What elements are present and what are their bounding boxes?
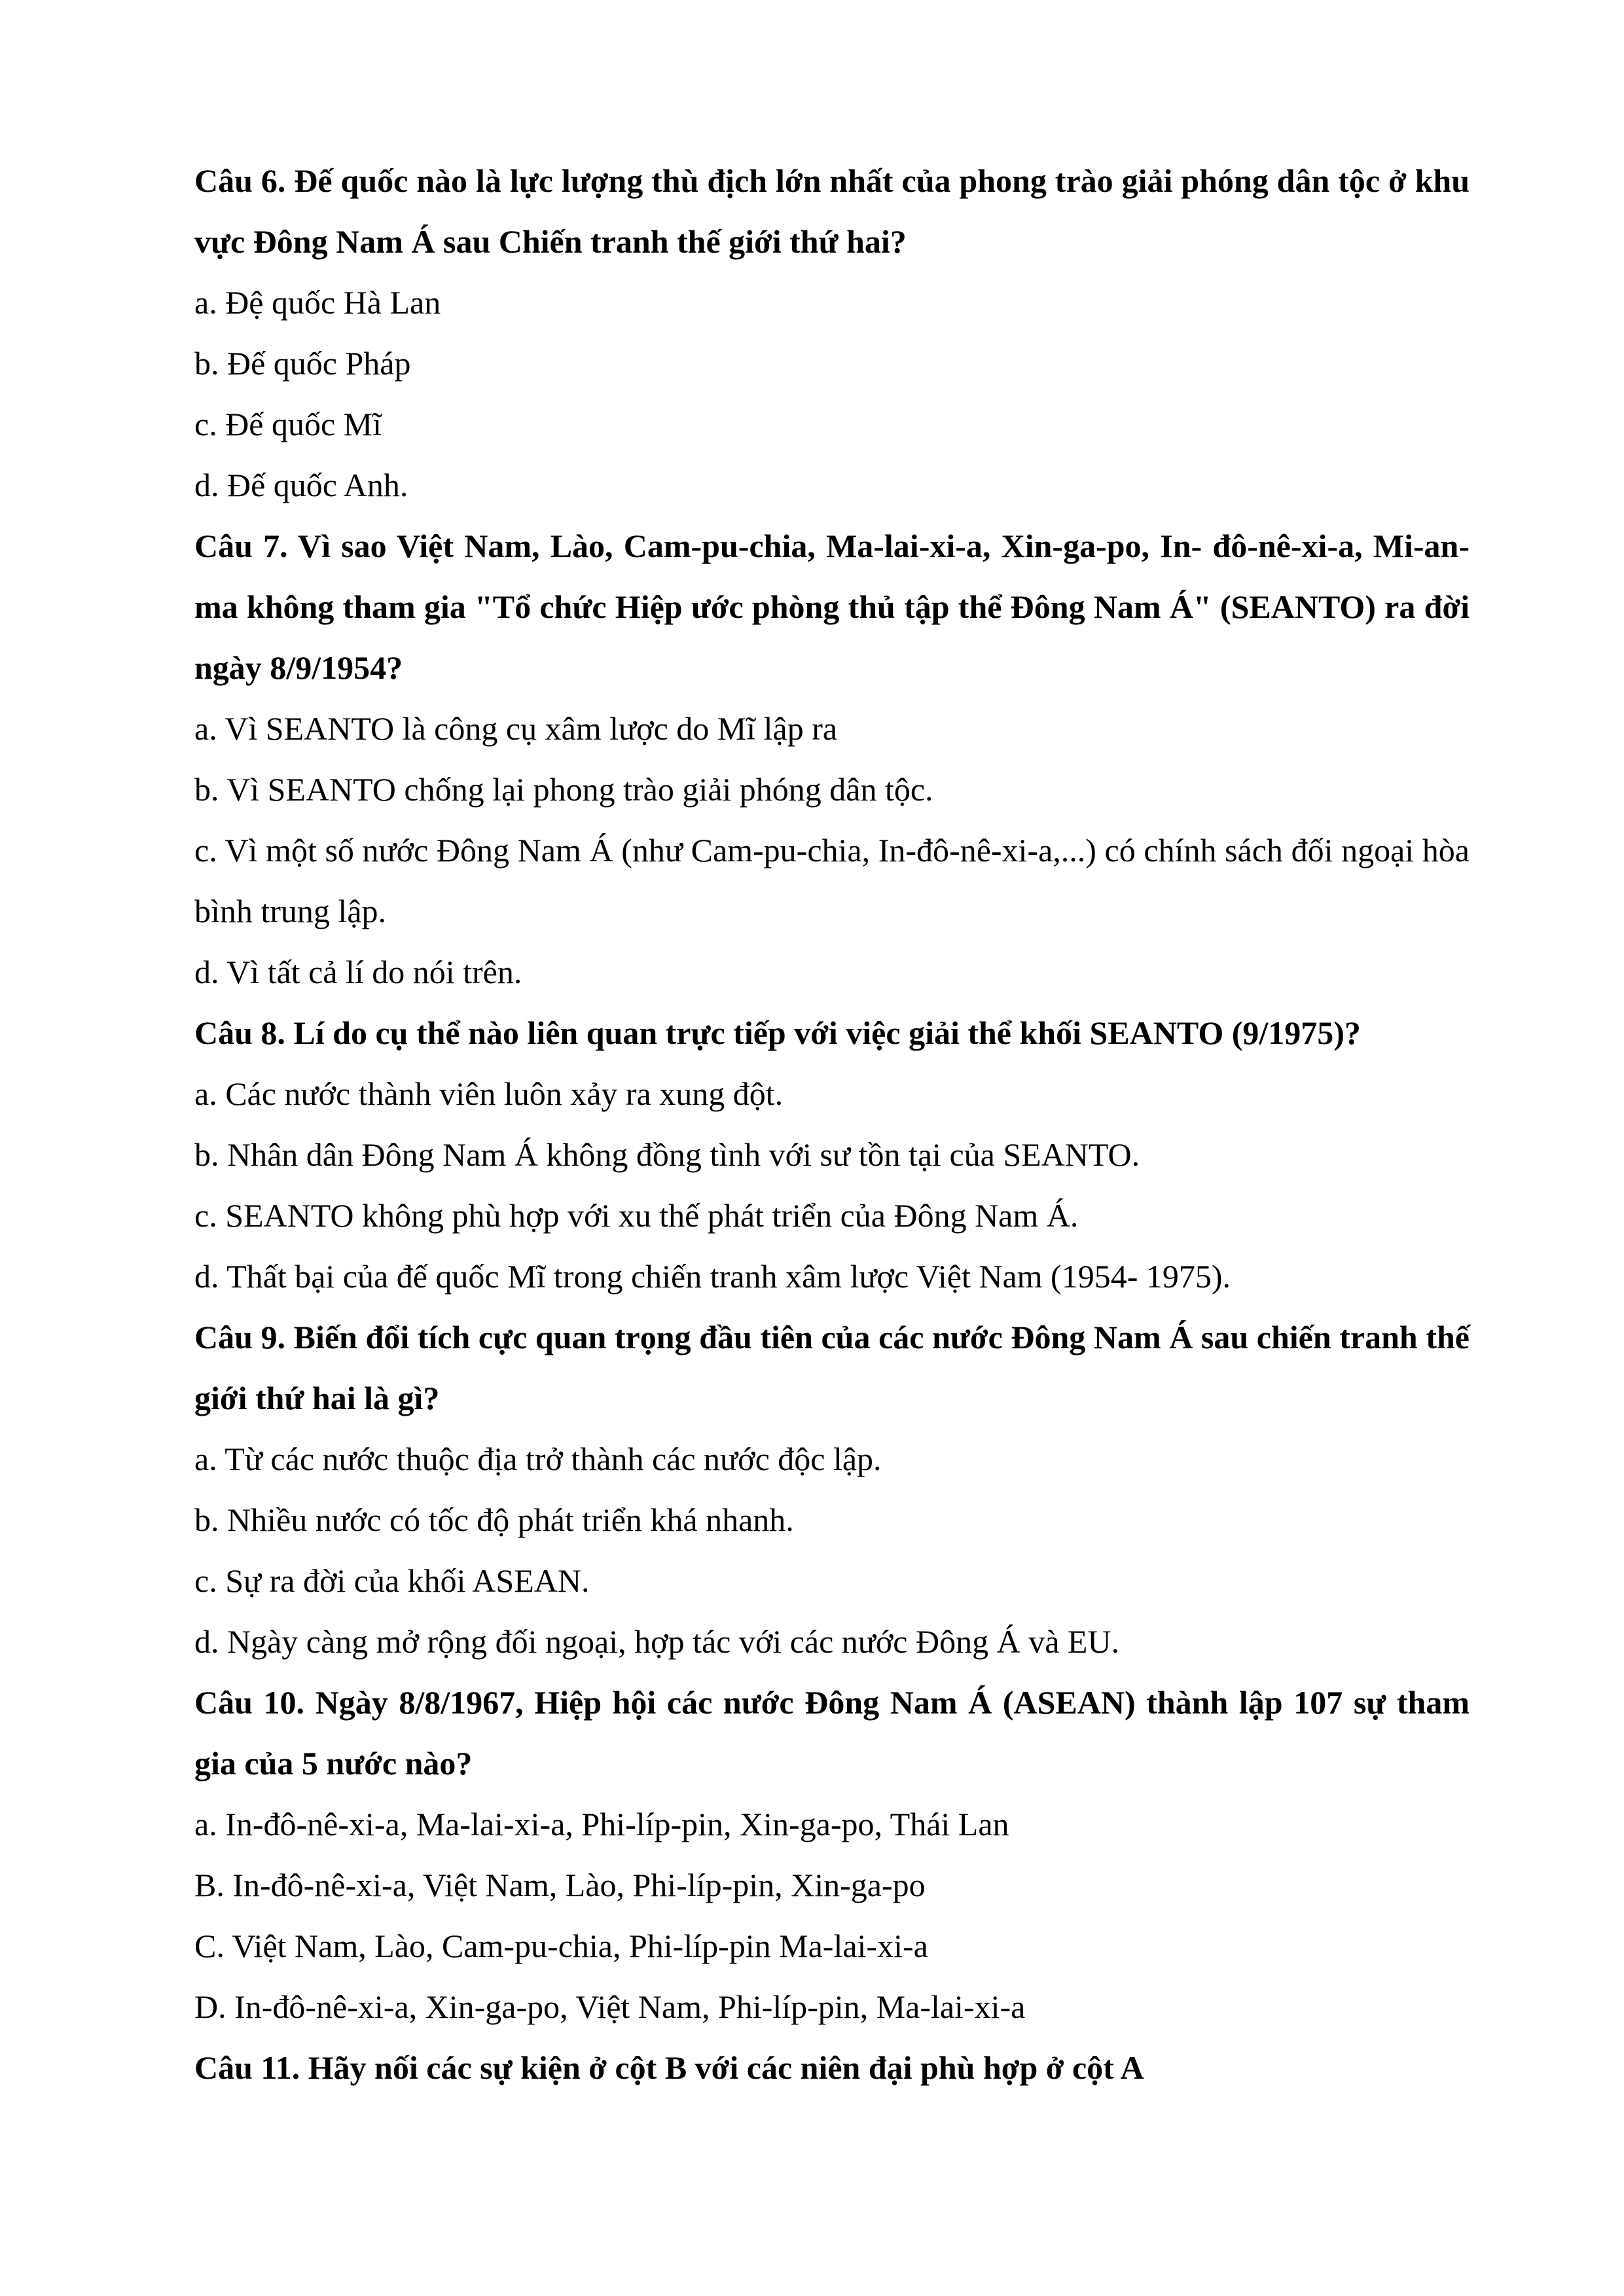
answer-option: a. Đệ quốc Hà Lan [194,284,441,321]
answer-option: c. Đế quốc Mĩ [194,406,382,442]
question-10: Câu 10. Ngày 8/8/1967, Hiệp hội các nước Đông Nam Á (ASEAN) thành lập 107 sự tham gia của 5 nước nào? [194,1684,1470,1782]
answer-option: d. Ngày càng mở rộng đối ngoại, hợp tác với các nước Đông Á và EU. [194,1623,1120,1660]
answer-option: a. Các nước thành viên luôn xảy ra xung đột. [194,1075,784,1112]
question-block-7 [194,516,1470,1003]
answer-option: C. Việt Nam, Lào, Cam-pu-chia, Phi-líp-pin Ma-lai-xi-a [194,1928,928,1964]
question-block-8 [194,1003,1470,1307]
answer-option: b. Nhân dân Đông Nam Á không đồng tình với sư tồn tại của SEANTO. [194,1136,1140,1173]
answer-option: a. In-đô-nê-xi-a, Ma-lai-xi-a, Phi-líp-pin, Xin-ga-po, Thái Lan [194,1806,1009,1842]
answer-option: B. In-đô-nê-xi-a, Việt Nam, Lào, Phi-líp-pin, Xin-ga-po [194,1867,926,1903]
answer-option: c. Sự ra đời của khối ASEAN. [194,1562,590,1599]
question-9: Câu 9. Biến đổi tích cực quan trọng đầu tiên của các nước Đông Nam Á sau chiến tranh thế giới thứ hai là gì? [194,1319,1470,1416]
answer-option: d. Đế quốc Anh. [194,467,408,503]
answer-option: d. Vì tất cả lí do nói trên. [194,954,522,990]
question-8: Câu 8. Lí do cụ thể nào liên quan trực tiếp với việc giải thể khối SEANTO (9/1975)? [194,1014,1361,1051]
document-page [194,151,1470,2098]
answer-option: a. Vì SEANTO là công cụ xâm lược do Mĩ lập ra [194,710,838,747]
question-block-6 [194,151,1470,516]
answer-option: c. SEANTO không phù hợp với xu thế phát triển của Đông Nam Á. [194,1197,1079,1234]
answer-option: a. Từ các nước thuộc địa trở thành các nước độc lập. [194,1441,882,1477]
question-block-9 [194,1307,1470,1672]
question-block-10 [194,1672,1470,2037]
answer-option: b. Vì SEANTO chống lại phong trào giải phóng dân tộc. [194,771,933,808]
question-6: Câu 6. Đế quốc nào là lực lượng thù địch lớn nhất của phong trào giải phóng dân tộc ở khu vực Đông Nam Á sau Chiến tranh thế giới thứ hai? [194,162,1470,260]
answer-option: D. In-đô-nê-xi-a, Xin-ga-po, Việt Nam, Phi-líp-pin, Ma-lai-xi-a [194,1988,1026,2025]
answer-option: d. Thất bại của đế quốc Mĩ trong chiến tranh xâm lược Việt Nam (1954- 1975). [194,1258,1231,1295]
question-block-11 [194,2037,1470,2098]
answer-option: b. Đế quốc Pháp [194,345,411,382]
answer-option: c. Vì một số nước Đông Nam Á (như Cam-pu-chia, In-đô-nê-xi-a,...) có chính sách đối ngoại hòa bình trung lập. [194,832,1470,929]
question-7: Câu 7. Vì sao Việt Nam, Lào, Cam-pu-chia, Ma-lai-xi-a, Xin-ga-po, In- đô-nê-xi-a, Mi-an-ma không tham gia "Tổ chức Hiệp ước phòng thủ tập thể Đông Nam Á" (SEANTO) ra đời ngày 8/9/1954? [194,528,1470,686]
question-11: Câu 11. Hãy nối các sự kiện ở cột B với các niên đại phù hợp ở cột A [194,2049,1144,2086]
answer-option: b. Nhiều nước có tốc độ phát triển khá nhanh. [194,1501,794,1538]
